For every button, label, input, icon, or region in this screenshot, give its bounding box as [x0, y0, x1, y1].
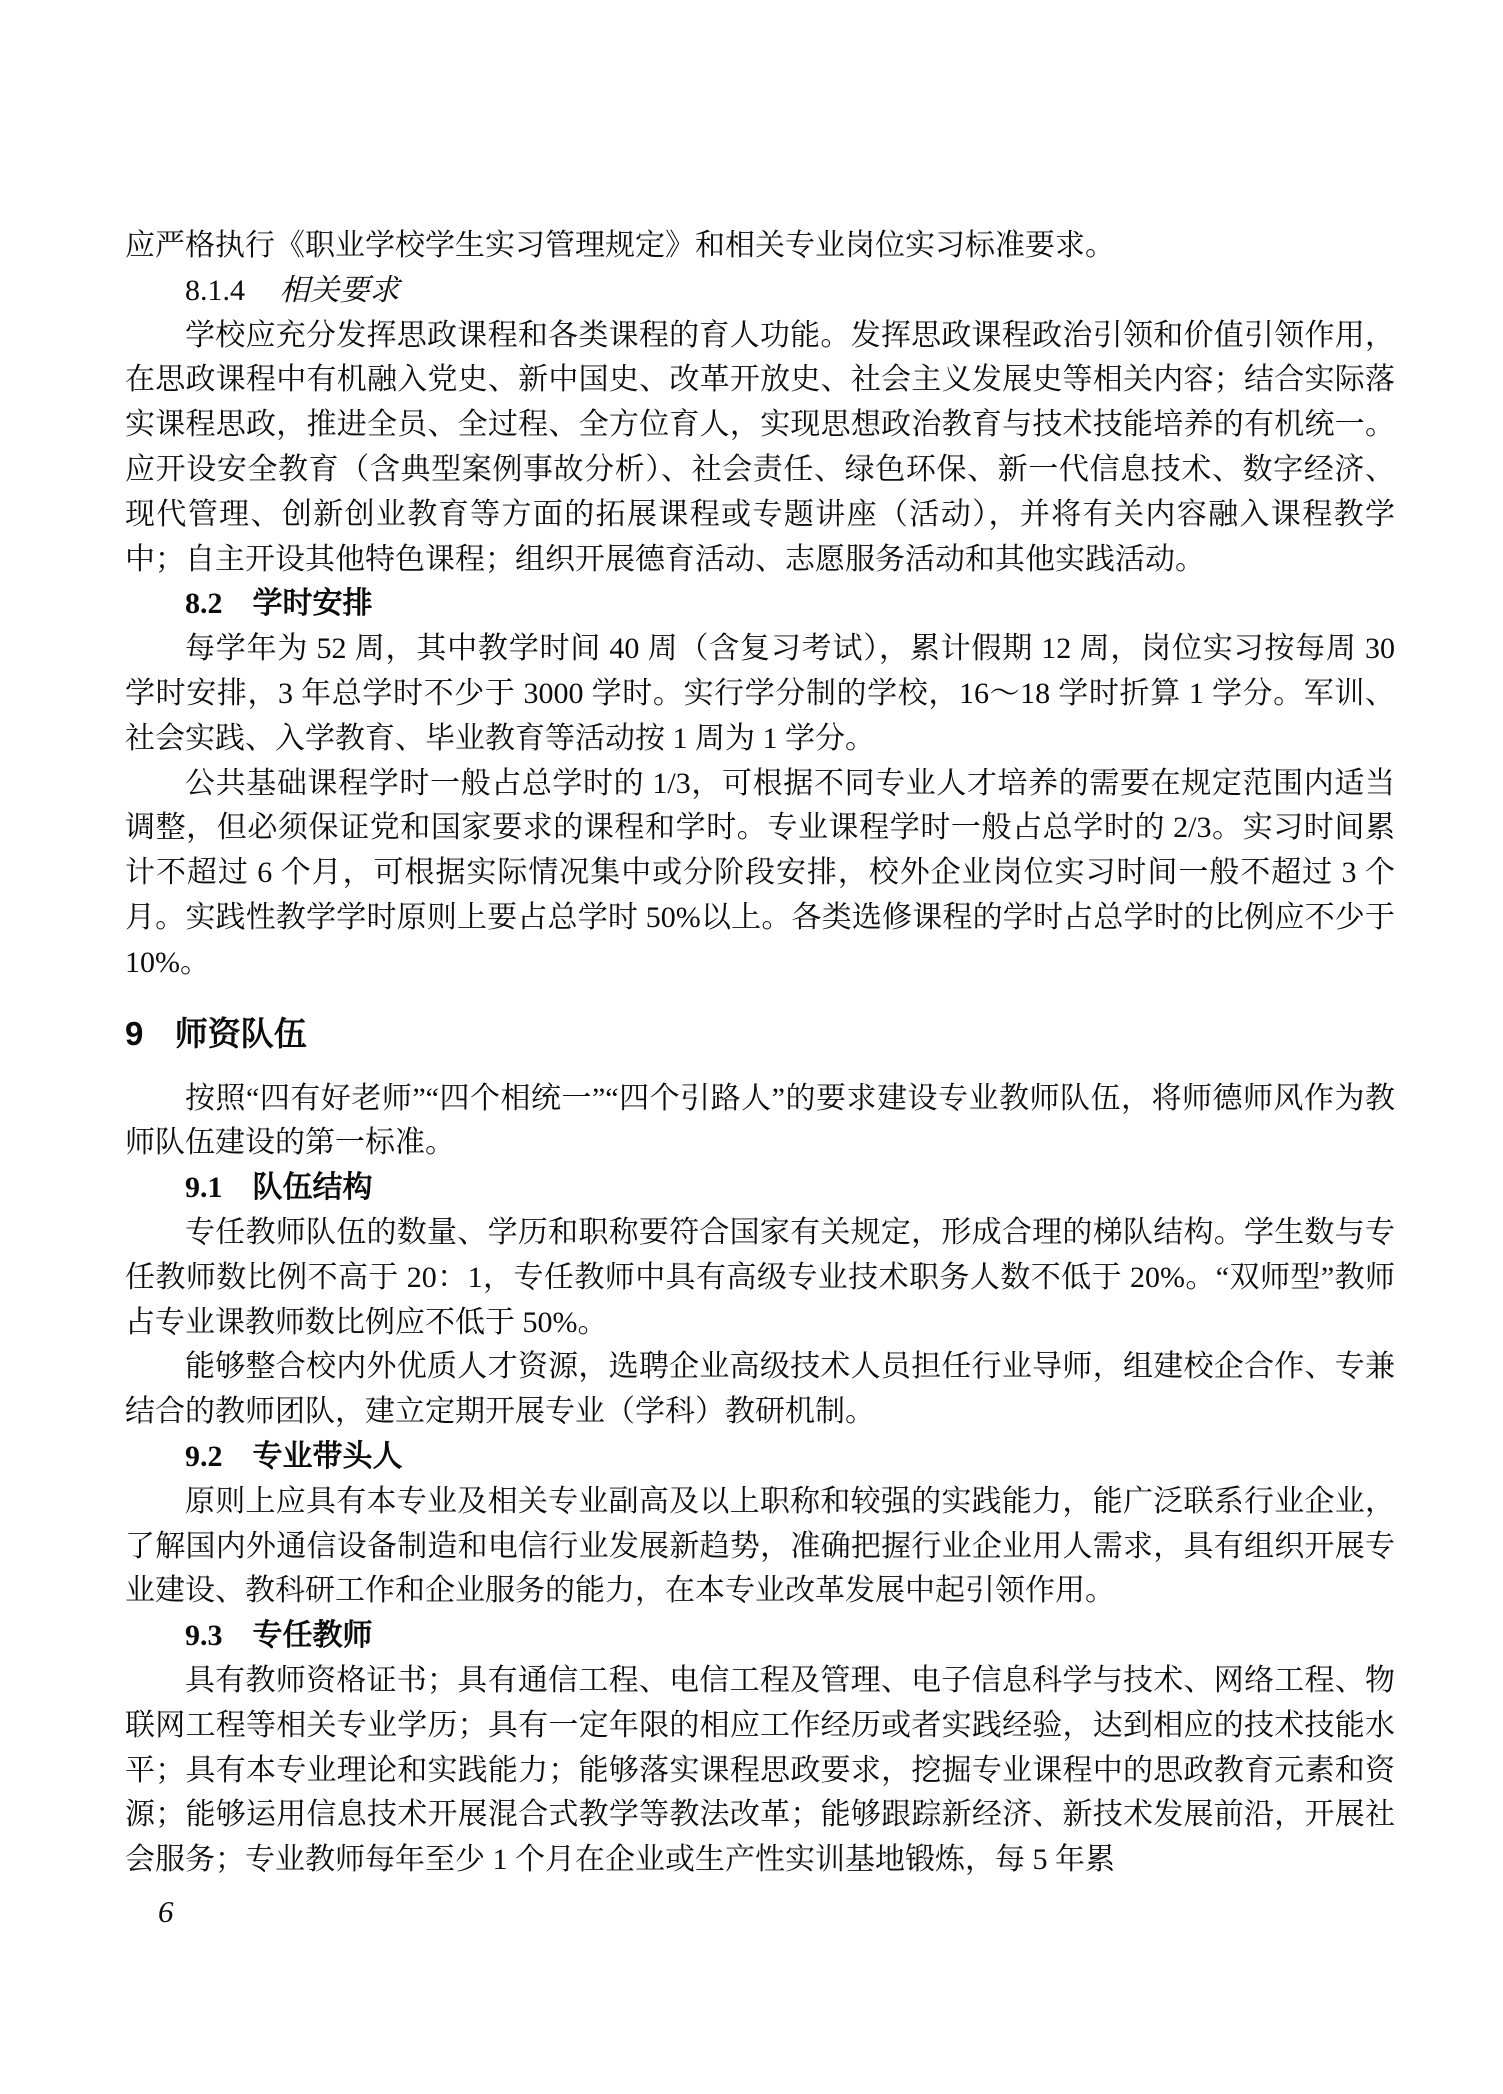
heading-9-teaching-staff — [125, 1011, 1395, 1056]
document-body — [125, 224, 1395, 1883]
heading-title: 专业带头人 — [252, 1439, 403, 1473]
paragraph-teacher-team-requirements: 按照“四有好老师”“四个相统一”“四个引路人”的要求建设专业教师队伍，将师德师风作为教师队伍建设的第一标准。 — [125, 1081, 1395, 1160]
heading-number: 9.2 — [185, 1439, 223, 1473]
paragraph-talent-integration: 能够整合校内外优质人才资源，选聘企业高级技术人员担任行业导师，组建校企合作、专兼结合的教师团队，建立定期开展专业（学科）教研机制。 — [125, 1350, 1395, 1429]
paragraph-ideological-education: 学校应充分发挥思政课程和各类课程的育人功能。发挥思政课程政治引领和价值引领作用，在思政课程中有机融入党史、新中国史、改革开放史、社会主义发展史等相关内容；结合实际落实课程思政，推进全员、全过程、全方位育人，实现思想政治教育与技术技能培养的有机统一。应开设安全教育（含典型案例事故分析）、社会责任、绿色环保、新一代信息技术、数字经济、现代管理、创新创业教育等方面的拓展课程或专题讲座（活动），并将有关内容融入课程教学中；自主开设其他特色课程；组织开展德育活动、志愿服务活动和其他实践活动。 — [125, 318, 1395, 576]
paragraph-internship-regulation: 应严格执行《职业学校学生实习管理规定》和相关专业岗位实习标准要求。 — [125, 229, 1115, 262]
heading-9-2-program-leader — [125, 1435, 1395, 1480]
paragraph-program-leader-requirements: 原则上应具有本专业及相关专业副高及以上职称和较强的实践能力，能广泛联系行业企业，了解国内外通信设备制造和电信行业发展新趋势，准确把握行业企业用人需求，具有组织开展专业建设、教科研工作和企业服务的能力，在本专业改革发展中起引领作用。 — [125, 1484, 1395, 1608]
heading-9-1-team-structure — [125, 1166, 1395, 1211]
heading-8-1-4-related-requirements — [125, 269, 1395, 314]
page-number: 6 — [158, 1894, 174, 1929]
heading-title: 队伍结构 — [252, 1171, 373, 1205]
heading-number: 9.3 — [185, 1619, 223, 1653]
heading-title: 学时安排 — [252, 587, 373, 621]
paragraph-course-hour-ratios: 公共基础课程学时一般占总学时的 1/3，可根据不同专业人才培养的需要在规定范围内适当调整，但必须保证党和国家要求的课程和学时。专业课程学时一般占总学时的 2/3。实习时间累计不超过 6 个月，可根据实际情况集中或分阶段安排，校外企业岗位实习时间一般不超过 3 个月。实践性教学学时原则上要占总学时 50%以上。各类选修课程的学时占总学时的比例应不少于 10%。 — [125, 766, 1395, 979]
paragraph-school-year-weeks: 每学年为 52 周，其中教学时间 40 周（含复习考试），累计假期 12 周，岗位实习按每周 30 学时安排，3 年总学时不少于 3000 学时。实行学分制的学校，16～18 学时折算 1 学分。军训、社会实践、入学教育、毕业教育等活动按 1 周为 1 学分。 — [125, 632, 1395, 755]
heading-title: 专任教师 — [252, 1619, 373, 1653]
paragraph-full-time-teacher-requirements: 具有教师资格证书；具有通信工程、电信工程及管理、电子信息科学与技术、网络工程、物联网工程等相关专业学历；具有一定年限的相应工作经历或者实践经验，达到相应的技术技能水平；具有本专业理论和实践能力；能够落实课程思政要求，挖掘专业课程中的思政教育元素和资源；能够运用信息技术开展混合式教学等教法改革；能够跟踪新经济、新技术发展前沿，开展社会服务；专业教师每年至少 1 个月在企业或生产性实训基地锻炼，每 5 年累 — [125, 1663, 1395, 1877]
heading-title: 相关要求 — [279, 273, 400, 307]
heading-9-3-full-time-teachers — [125, 1614, 1395, 1659]
heading-number: 8.1.4 — [185, 273, 245, 307]
heading-number: 9 — [125, 1014, 144, 1052]
heading-number: 9.1 — [185, 1171, 223, 1205]
heading-8-2-class-hours — [125, 582, 1395, 627]
heading-title: 师资队伍 — [174, 1014, 307, 1052]
heading-number: 8.2 — [185, 587, 223, 621]
paragraph-teacher-ratios: 专任教师队伍的数量、学历和职称要符合国家有关规定，形成合理的梯队结构。学生数与专任教师数比例不高于 20：1，专任教师中具有高级专业技术职务人数不低于 20%。“双师型”教师占专业课教师数比例应不低于 50%。 — [125, 1215, 1395, 1339]
